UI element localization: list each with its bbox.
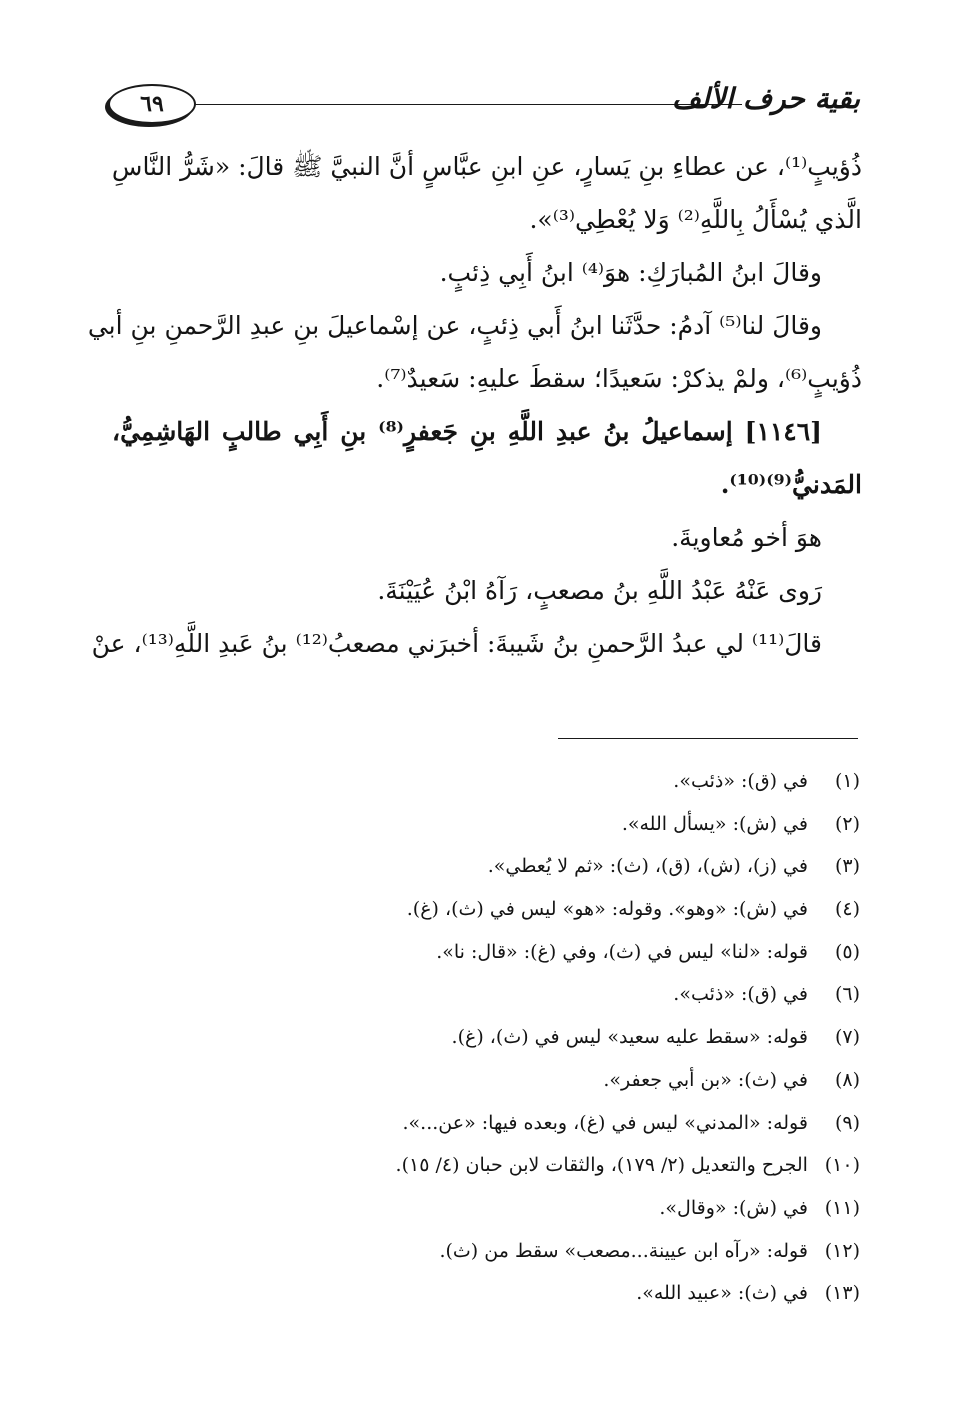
footnote-number: (٣) — [834, 855, 860, 878]
footnotes — [300, 760, 860, 1315]
entry-heading: [١١٤٦] إسماعيلُ بنُ عبدِ اللَّهِ بنِ جَعفرٍ⁽⁸⁾ بنِ أَبِي طالبٍ الهَاشِمِيُّ، — [112, 417, 822, 446]
text-line: قالَ⁽¹¹⁾ لي عبدُ الرَّحمنِ بنُ شَيبةَ: أخبرَني مصعبُ⁽¹²⁾ بنُ عَبدِ اللَّهِ⁽¹³⁾، عنْ — [91, 629, 822, 658]
footnote-number: (٧) — [834, 1026, 860, 1049]
footnote-number: (١٣) — [824, 1282, 860, 1305]
text-line: رَوى عَنْهُ عَبْدُ اللَّهِ بنُ مصعبٍ، رَآهُ ابْنُ عُيَيْنَةَ. — [377, 576, 822, 605]
footnote-number: (٥) — [834, 940, 860, 963]
footnote — [300, 1016, 860, 1059]
header-rule — [194, 104, 742, 105]
footnote-text: قوله: «رآه ابن عيينة...مصعب» سقط من (ث). — [439, 1239, 808, 1262]
footnote — [300, 1230, 860, 1273]
footnote — [300, 1272, 860, 1315]
footnote-number: (٤) — [834, 898, 860, 921]
text-line: وقالَ ابنُ المُبارَكِ: هوَ⁽⁴⁾ ابنُ أَبِي ذِئبٍ. — [439, 258, 822, 287]
footnote-text: قوله: «لنا» ليس في (ث)، وفي (غ): «قال: نا». — [436, 940, 808, 963]
footnote-text: في (ق): «ذئب». — [673, 770, 808, 792]
footnote-number: (١٢) — [824, 1239, 860, 1262]
page-header — [108, 82, 860, 130]
footnote-text: في (ش): «يسأل الله». — [621, 812, 808, 835]
footnote — [300, 931, 860, 974]
footnote — [300, 973, 860, 1016]
entry-heading: المَدنيُّ⁽⁹⁾⁽¹⁰⁾. — [720, 470, 862, 499]
footnote-number: (٩) — [834, 1111, 860, 1134]
footnote-divider — [558, 738, 858, 739]
footnote-text: في (ز)، (ش)، (ق)، (ث): «ثم لا يُعطي». — [487, 855, 808, 878]
footnote — [300, 1187, 860, 1230]
footnote — [300, 1059, 860, 1102]
footnote-text: في (ش): «وقال». — [659, 1196, 808, 1219]
footnote-text: قوله: «سقط عليه سعيد» ليس في (ث)، (غ). — [451, 1026, 808, 1049]
footnote — [300, 803, 860, 846]
footnote-number: (٦) — [834, 983, 860, 1006]
text-line: الَّذي يُسْأَلُ بِاللَّهِ⁽²⁾ وَلا يُعْطِي⁽³⁾». — [529, 205, 862, 234]
footnote-number: (١١) — [824, 1196, 860, 1219]
running-title: بقية حرف الألف — [672, 82, 860, 115]
footnote-number: (٢) — [834, 812, 860, 835]
footnote — [300, 845, 860, 888]
page-number: ٦٩ — [108, 84, 196, 124]
footnote-text: في (ث): «بن أبي جعفر». — [603, 1068, 808, 1091]
footnote — [300, 1102, 860, 1145]
footnote-number: (١٠) — [824, 1154, 860, 1177]
main-text — [87, 140, 862, 670]
footnote — [300, 1144, 860, 1187]
footnote — [300, 760, 860, 803]
text-line: ذُؤيبٍ⁽⁶⁾، ولمْ يذكرْ: سَعيدًا؛ سقطَ عليهِ: سَعيدٌ⁽⁷⁾. — [376, 364, 862, 393]
text-line: ذُؤيبٍ⁽¹⁾، عن عطاءِ بنِ يَسارٍ، عنِ ابنِ عبَّاسٍ أنَّ النبيَّ ﷺ قالَ: «شَرُّ النَّاسِ — [111, 152, 862, 181]
footnote-text: الجرح والتعديل (٢/ ١٧٩)، والثقات لابن حبان (٤/ ١٥). — [395, 1154, 808, 1177]
footnote — [300, 888, 860, 931]
footnote-number: (١) — [834, 770, 860, 792]
footnote-text: في (ش): «وهو». وقوله: «هو» ليس في (ث)، (غ). — [406, 898, 808, 921]
text-line: هوَ أخو مُعاويةَ. — [671, 523, 822, 552]
text-line: وقالَ لنا⁽⁵⁾ آدمُ: حدَّثَنا ابنُ أَبي ذِئبٍ، عن إسْماعيلَ بنِ عبدِ الرَّحمنِ بنِ أبي — [87, 311, 822, 340]
footnote-text: في (ق): «ذئب». — [673, 983, 808, 1006]
footnote-text: في (ث): «عبيد الله». — [636, 1282, 808, 1305]
footnote-text: قوله: «المدني» ليس في (غ)، وبعده فيها: «عن...». — [402, 1111, 808, 1134]
footnote-number: (٨) — [834, 1068, 860, 1091]
